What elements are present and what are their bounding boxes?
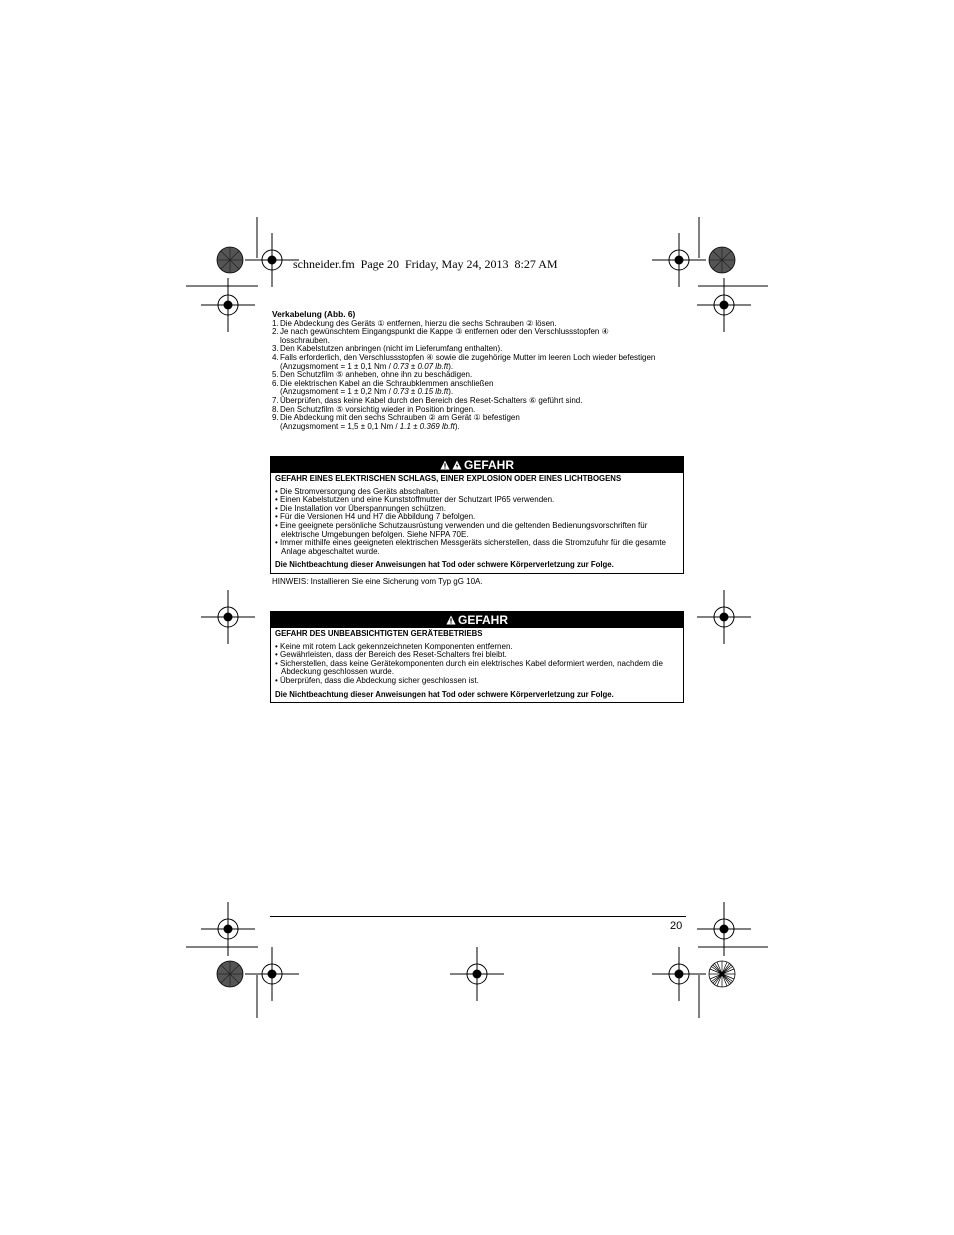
footer-rule (270, 916, 686, 917)
warning-triangle-icon (446, 615, 456, 625)
header-time: 8:27 AM (514, 257, 558, 271)
step-item: 9.Die Abdeckung mit den sechs Schrauben ② am Gerät ① befestigen (Anzugsmoment = 1,5 ± 0,1 Nm / 1.1 ± 0.369 lb.ft). (272, 413, 520, 431)
list-item: • Sicherstellen, dass keine Gerätekomponenten durch ein elektrisches Kabel deformiert werden, nachdem die Abdeckung geschlossen wurde. (275, 660, 679, 677)
step-item: 8.Den Schutzfilm ⑤ vorsichtig wieder in Position bringen. (272, 404, 476, 414)
print-header (293, 257, 558, 272)
step-item: 4.Falls erforderlich, den Verschlussstopfen ④ sowie die zugehörige Mutter im leeren Loch wieder befestigen (Anzugsmoment = 1 ± 0,1 Nm / 0.73 ± 0.07 lb.ft). (272, 352, 656, 371)
section-title: Verkabelung (Abb. 6) (272, 309, 356, 319)
danger-heading: GEFAHR (457, 613, 508, 627)
danger-footer: Die Nichtbeachtung dieser Anweisungen hat Tod oder schwere Körperverletzung zur Folge. (275, 560, 614, 570)
note-text: HINWEIS: Installieren Sie eine Sicherung vom Typ gG 10A. (272, 577, 483, 586)
danger-subtitle: GEFAHR EINES ELEKTRISCHEN SCHLAGS, EINER EXPLOSION ODER EINES LICHTBOGENS (275, 474, 622, 483)
list-item: • Keine mit rotem Lack gekennzeichneten Komponenten entfernen. (275, 643, 679, 652)
danger-footer: Die Nichtbeachtung dieser Anweisungen hat Tod oder schwere Körperverletzung zur Folge. (275, 689, 614, 699)
danger-subtitle: GEFAHR DES UNBEABSICHTIGTEN GERÄTEBETRIEBS (275, 629, 483, 638)
list-item: • Die Installation vor Überspannungen schützen. (275, 505, 679, 514)
step-item: 3.Den Kabelstutzen anbringen (nicht im Lieferumfang enthalten). (272, 344, 503, 354)
danger-box-operation (270, 611, 684, 703)
danger-box-electrical (270, 456, 684, 574)
list-item: • Eine geeignete persönliche Schutzausrüstung verwenden und die geltenden Bedienungsvorschriften für elektrische Umgebungen befolgen. Siehe NFPA 70E. (275, 522, 679, 539)
wiring-section (272, 310, 692, 431)
list-item: • Für die Versionen H4 und H7 die Abbildung 7 befolgen. (275, 513, 679, 522)
step-item: 6.Die elektrischen Kabel an die Schraubklemmen anschließen (Anzugsmoment = 1 ± 0,2 Nm / 0.73 ± 0.15 lb.ft). (272, 378, 494, 397)
danger-header (271, 612, 683, 628)
warning-triangle-icon (452, 460, 462, 470)
header-date: Friday, May 24, 2013 (404, 257, 509, 271)
danger-list (275, 488, 679, 557)
list-item: • Immer mithilfe eines geeigneten elektrischen Messgeräts sicherstellen, dass die Stromzufuhr für die gesamte Anlage abgeschaltet wurde. (275, 539, 679, 556)
list-item: • Überprüfen, dass die Abdeckung sicher geschlossen ist. (275, 677, 679, 686)
step-item: 2.Je nach gewünschtem Eingangspunkt die Kappe ③ entfernen oder den Verschlussstopfen ④ losschrauben. (272, 327, 609, 345)
danger-heading: GEFAHR (463, 458, 514, 472)
danger-header (271, 457, 683, 473)
header-filename: schneider.fm (293, 257, 355, 271)
list-item: • Einen Kabelstutzen und eine Kunststoffmutter der Schutzart IP65 verwenden. (275, 496, 679, 505)
header-page: Page 20 (360, 257, 399, 271)
warning-triangle-icon (440, 460, 450, 470)
wiring-steps (272, 320, 692, 432)
step-item: 1.Die Abdeckung des Geräts ① entfernen, hierzu die sechs Schrauben ② lösen. (272, 318, 557, 328)
step-item: 5.Den Schutzfilm ⑤ anheben, ohne ihn zu beschädigen. (272, 370, 473, 380)
step-item: 7.Überprüfen, dass keine Kabel durch den Bereich des Reset-Schalters ⑥ geführt sind. (272, 395, 583, 405)
list-item: • Gewährleisten, dass der Bereich des Reset-Schalters frei bleibt. (275, 651, 679, 660)
list-item: • Die Stromversorgung des Geräts abschalten. (275, 488, 679, 497)
page-number: 20 (670, 920, 683, 932)
danger-list (275, 643, 679, 686)
